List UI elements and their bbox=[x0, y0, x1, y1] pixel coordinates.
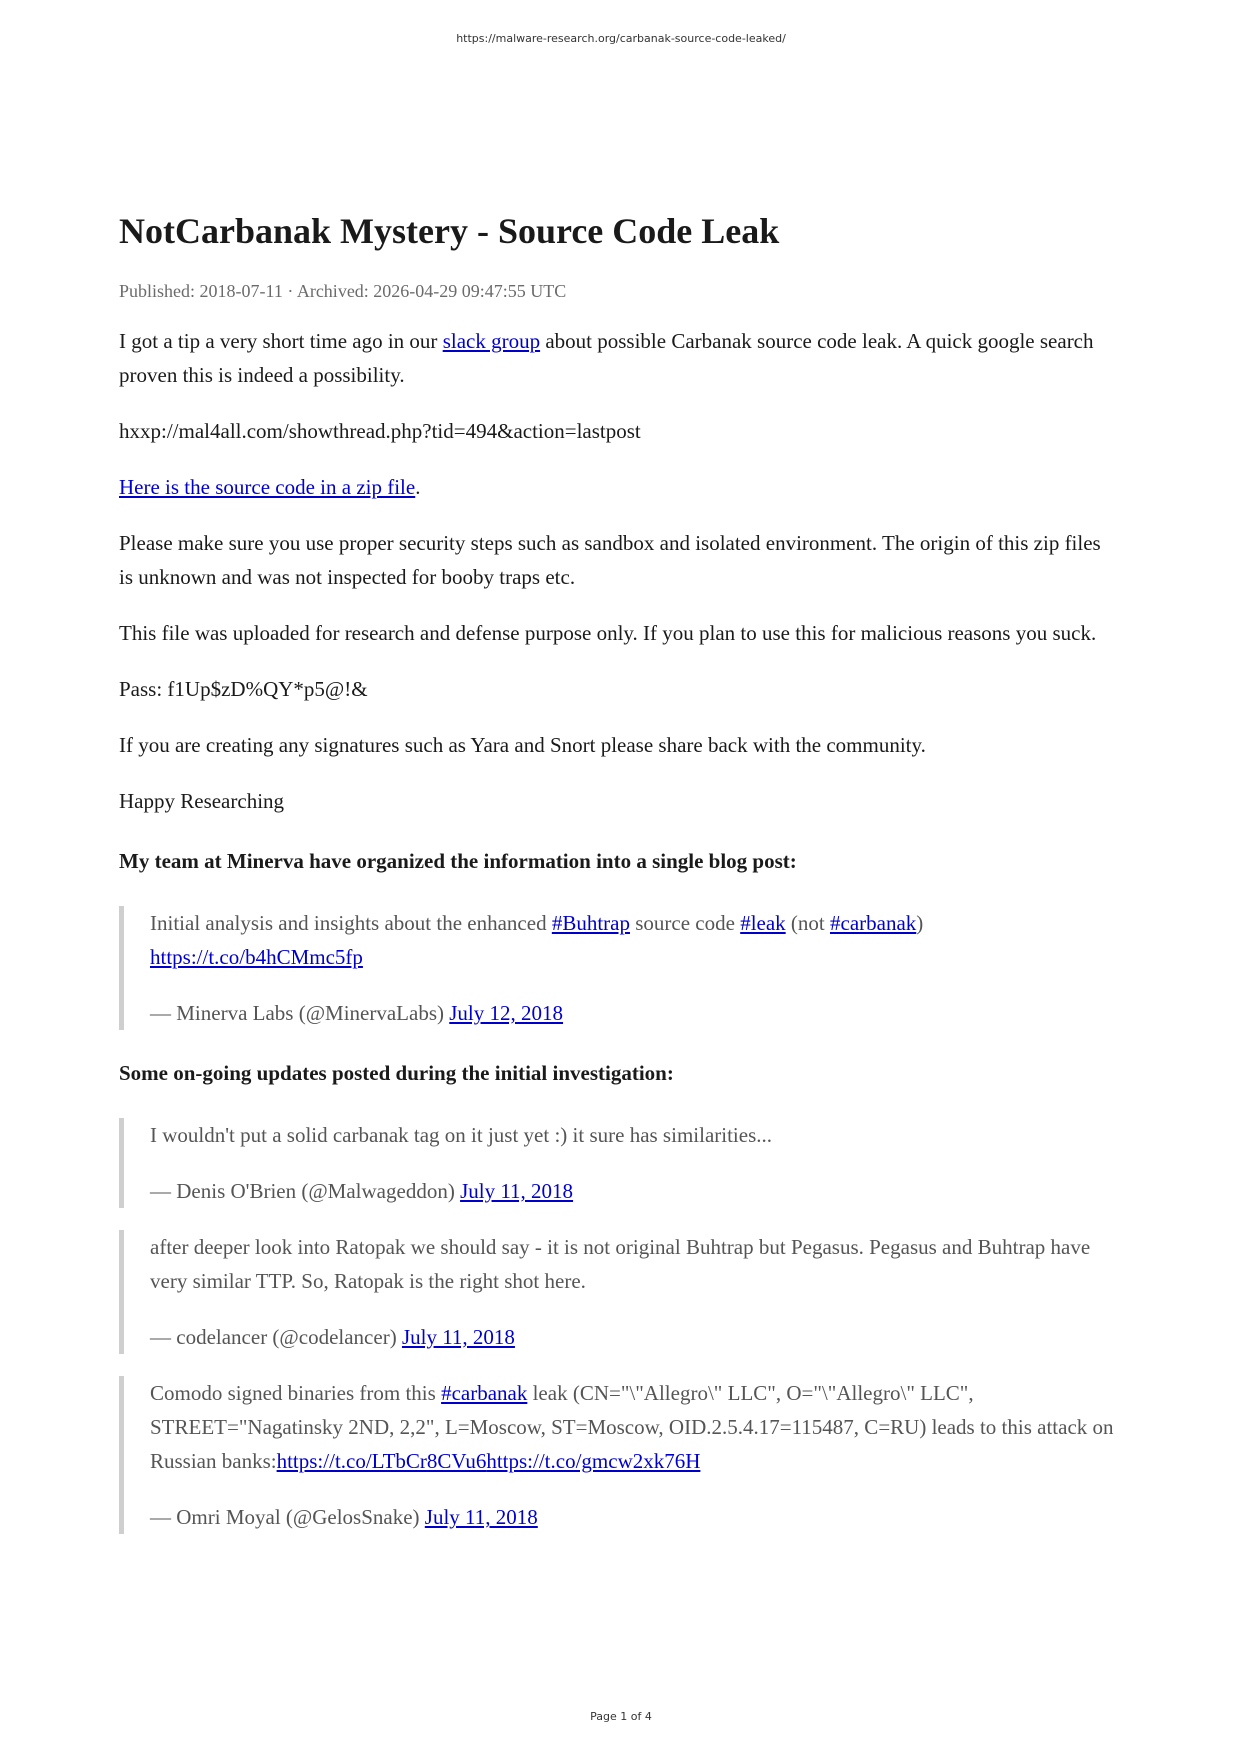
paragraph-purpose: This file was uploaded for research and defense purpose only. If you plan to use this for malicious reasons you suck. bbox=[119, 621, 1097, 646]
tweet-author: — Omri Moyal (@GelosSnake) bbox=[150, 1505, 425, 1530]
tweet-author: — Denis O'Brien (@Malwageddon) bbox=[150, 1179, 461, 1204]
hashtag-buhtrap-link[interactable]: #Buhtrap bbox=[551, 911, 630, 936]
tweet-author: — Minerva Labs (@MinervaLabs) bbox=[150, 1001, 450, 1026]
tweet-short-link[interactable]: https://t.co/LTbCr8CVu6 bbox=[276, 1449, 487, 1474]
tweet-minerva bbox=[119, 906, 1119, 1030]
zip-period: . bbox=[415, 475, 421, 500]
tweet-text: leak (CN="\"Allegro\" LLC", O="\"Allegro\" LLC", STREET="Nagatinsky 2ND, 2,2", L=Moscow, ST=Moscow, OID.2.5.4.17=115487, C=RU) leads to this attack on Russian banks: bbox=[150, 1381, 1114, 1474]
tweet-gelossnake bbox=[119, 1376, 1119, 1534]
tweet-short-link[interactable]: https://t.co/gmcw2xk76H bbox=[486, 1449, 701, 1474]
heading-updates: Some on-going updates posted during the initial investigation: bbox=[119, 1061, 674, 1086]
heading-minerva: My team at Minerva have organized the information into a single blog post: bbox=[119, 849, 797, 874]
hashtag-carbanak-link[interactable]: #carbanak bbox=[830, 911, 917, 936]
tweet-date-link[interactable]: July 11, 2018 bbox=[401, 1325, 515, 1350]
intro-text-before: I got a tip a very short time ago in our bbox=[119, 329, 443, 354]
article-title: NotCarbanak Mystery - Source Code Leak bbox=[119, 211, 780, 251]
tweet-codelancer-attribution bbox=[150, 1320, 1119, 1354]
tweet-gelossnake-text bbox=[150, 1376, 1119, 1478]
page-number: Page 1 of 4 bbox=[590, 1710, 652, 1723]
article-meta: Published: 2018-07-11 · Archived: 2026-04-29 09:47:55 UTC bbox=[119, 281, 567, 302]
paragraph-zip bbox=[119, 470, 1119, 504]
zip-file-link[interactable]: Here is the source code in a zip file bbox=[119, 475, 416, 500]
hashtag-carbanak-link[interactable]: #carbanak bbox=[441, 1381, 528, 1406]
tweet-author: — codelancer (@codelancer) bbox=[150, 1325, 402, 1350]
tweet-date-link[interactable]: July 12, 2018 bbox=[449, 1001, 564, 1026]
slack-group-link[interactable]: slack group bbox=[442, 329, 541, 354]
tweet-malwageddon bbox=[119, 1118, 1119, 1208]
paragraph-intro bbox=[119, 324, 1119, 392]
tweet-gelossnake-attribution bbox=[150, 1500, 1119, 1534]
tweet-short-link[interactable]: https://t.co/b4hCMmc5fp bbox=[150, 945, 363, 970]
tweet-malwageddon-text: I wouldn't put a solid carbanak tag on it just yet :) it sure has similarities... bbox=[150, 1123, 773, 1148]
tweet-minerva-text bbox=[150, 906, 1119, 974]
paragraph-password: Pass: f1Up$zD%QY*p5@!& bbox=[119, 677, 368, 702]
tweet-text: source code bbox=[629, 911, 741, 936]
tweet-text: (not bbox=[785, 911, 830, 936]
article bbox=[119, 210, 1119, 1556]
tweet-minerva-attribution bbox=[150, 996, 1119, 1030]
paragraph-security: Please make sure you use proper security steps such as sandbox and isolated environment. The origin of this zip files is unknown and was not inspected for booby traps etc. bbox=[119, 531, 1101, 590]
tweet-date-link[interactable]: July 11, 2018 bbox=[460, 1179, 574, 1204]
intro-text-after: about possible Carbanak source code leak. A quick google search proven this is indeed a possibility. bbox=[119, 329, 1094, 388]
tweet-text: Comodo signed binaries from this bbox=[150, 1381, 442, 1406]
tweet-malwageddon-attribution bbox=[150, 1174, 1119, 1208]
page-url-header: https://malware-research.org/carbanak-source-code-leaked/ bbox=[456, 32, 786, 45]
paragraph-signatures: If you are creating any signatures such as Yara and Snort please share back with the community. bbox=[119, 733, 926, 758]
tweet-codelancer-text: after deeper look into Ratopak we should say - it is not original Buhtrap but Pegasus. Pegasus and Buhtrap have very similar TTP. So, Ratopak is the right shot here. bbox=[150, 1235, 1091, 1294]
tweet-date-link[interactable]: July 11, 2018 bbox=[424, 1505, 538, 1530]
tweet-codelancer bbox=[119, 1230, 1119, 1354]
paragraph-closing: Happy Researching bbox=[119, 789, 285, 814]
hashtag-leak-link[interactable]: #leak bbox=[740, 911, 786, 936]
tweet-text: Initial analysis and insights about the enhanced bbox=[150, 911, 552, 936]
tweet-text: ) bbox=[916, 911, 924, 936]
paragraph-url: hxxp://mal4all.com/showthread.php?tid=494&action=lastpost bbox=[119, 419, 641, 444]
